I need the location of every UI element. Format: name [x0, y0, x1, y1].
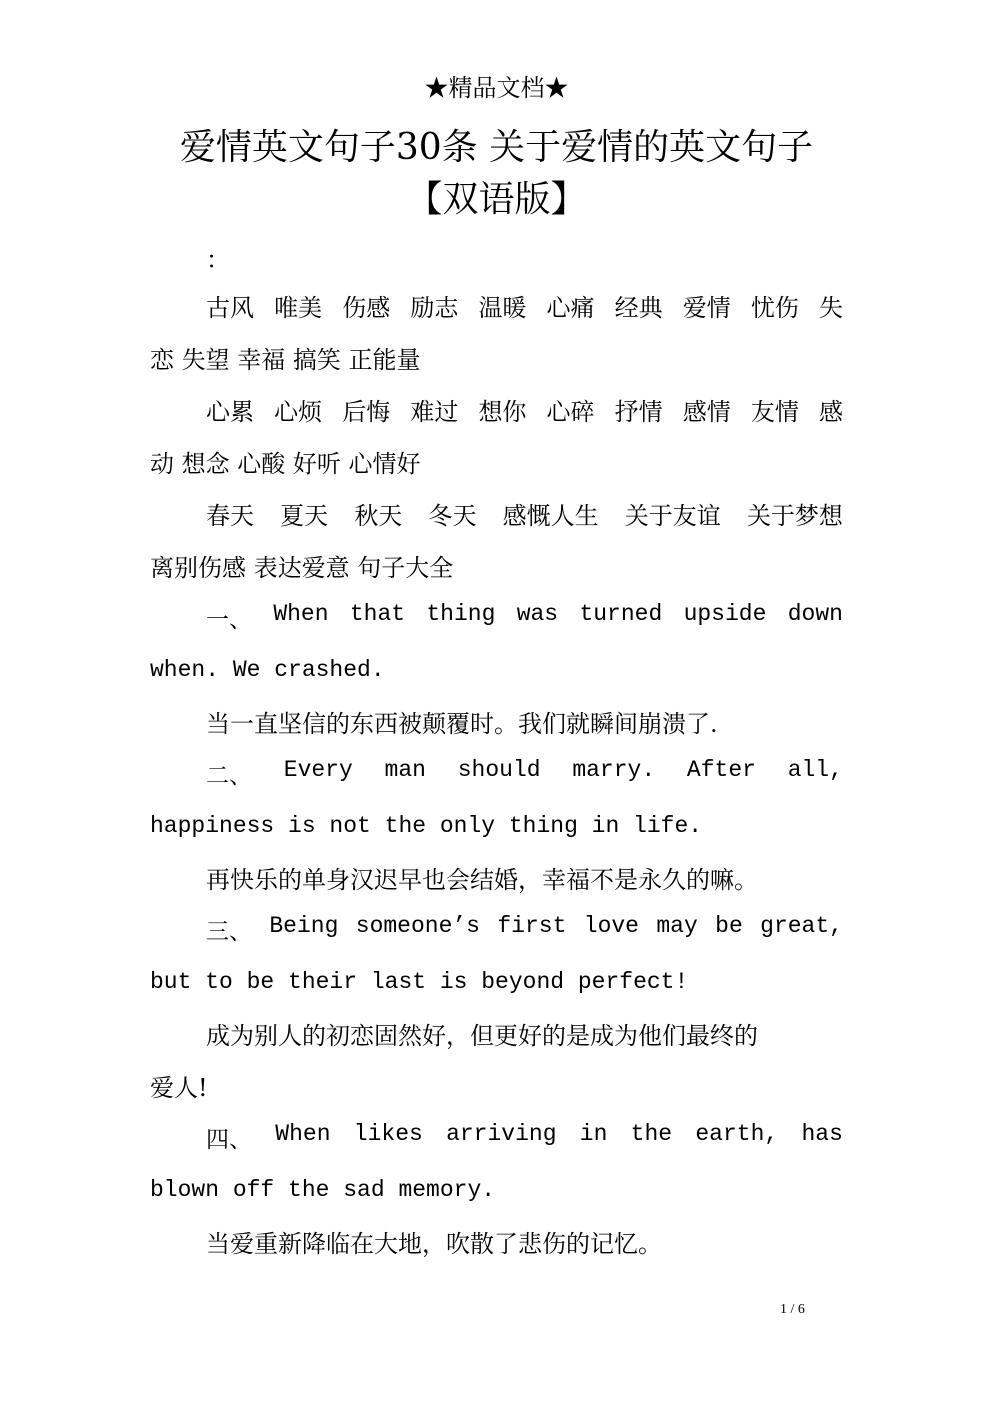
category-tag: 秋天 — [354, 502, 403, 530]
sentence-number: 一、 — [206, 608, 252, 634]
category-line: 动 想念 心酸 好听 心情好 — [150, 450, 421, 478]
word: earth, — [695, 1121, 779, 1147]
document-header: ★精品文档★ — [424, 74, 569, 102]
sentence-number: 三、 — [206, 920, 252, 946]
category-tag: 心累 — [206, 398, 254, 426]
category-tag: 夏天 — [280, 502, 329, 530]
word: marry. — [572, 757, 656, 783]
category-tag: 友情 — [750, 398, 799, 426]
category-tag: 春天 — [206, 502, 254, 530]
word: Every — [283, 757, 353, 783]
category-tag: 爱情 — [682, 294, 731, 322]
word: down — [787, 601, 843, 627]
word: all, — [787, 757, 843, 783]
intro-colon: ： — [206, 246, 230, 274]
sentence-en-line: happiness is not the only thing in life. — [150, 813, 703, 839]
title-line-2: 【双语版】 — [406, 179, 587, 220]
word: the — [630, 1121, 673, 1147]
category-tag: 关于友谊 — [624, 502, 721, 530]
category-tag: 失 — [818, 294, 843, 322]
word: has — [801, 1121, 843, 1147]
category-tag: 后悔 — [342, 398, 391, 426]
sentence-en-line: blown off the sad memory. — [150, 1177, 496, 1203]
sentence-zh: 成为别人的初恋固然好，但更好的是成为他们最终的 — [206, 1022, 758, 1050]
word: someone’s — [355, 913, 480, 939]
word: turned — [579, 601, 663, 627]
category-line — [150, 496, 843, 531]
word: be — [715, 913, 743, 939]
document-title — [150, 122, 843, 226]
category-tag: 感慨人生 — [502, 502, 599, 530]
word: After — [686, 757, 756, 783]
category-tag: 感 — [818, 398, 843, 426]
word: first — [497, 913, 567, 939]
word: When — [273, 601, 329, 627]
word: should — [457, 757, 541, 783]
word: man — [384, 757, 426, 783]
category-line — [150, 288, 843, 323]
category-tag: 温暖 — [478, 294, 527, 322]
category-tag: 心碎 — [546, 398, 595, 426]
category-line: 离别伤感 表达爱意 句子大全 — [150, 554, 454, 582]
sentence-zh: 当爱重新降临在大地，吹散了悲伤的记忆。 — [206, 1230, 662, 1258]
word: When — [275, 1121, 331, 1147]
category-line: 恋 失望 幸福 搞笑 正能量 — [150, 346, 421, 374]
sentence-en-line — [150, 1121, 843, 1154]
category-line — [150, 392, 843, 427]
sentence-en-line: when. We crashed. — [150, 657, 385, 683]
category-tag: 感情 — [682, 398, 731, 426]
title-line-1: 爱情英文句子30条 关于爱情的英文句子 — [179, 127, 814, 168]
word: that — [349, 601, 406, 627]
category-tag: 伤感 — [342, 294, 391, 322]
category-tag: 忧伤 — [750, 294, 799, 322]
word: arriving — [446, 1121, 557, 1147]
category-tag: 抒情 — [614, 398, 663, 426]
word: love — [583, 913, 639, 939]
category-tag: 古风 — [206, 294, 254, 322]
sentence-en-line: but to be their last is beyond perfect! — [150, 969, 689, 995]
sentence-zh: 当一直坚信的东西被颠覆时。我们就瞬间崩溃了. — [206, 710, 718, 738]
category-tag: 励志 — [410, 294, 459, 322]
sentence-zh: 爱人! — [150, 1074, 208, 1102]
sentence-number: 二、 — [206, 764, 252, 790]
category-tag: 想你 — [478, 398, 527, 426]
category-tag: 经典 — [614, 294, 663, 322]
word: great, — [760, 913, 843, 939]
sentence-zh: 再快乐的单身汉迟早也会结婚，幸福不是永久的嘛。 — [206, 866, 758, 894]
category-tag: 心烦 — [274, 398, 323, 426]
word: was — [516, 601, 559, 627]
category-tag: 关于梦想 — [746, 502, 843, 530]
sentence-en-line — [150, 757, 843, 790]
word: Being — [269, 913, 339, 939]
category-tag: 难过 — [410, 398, 459, 426]
category-tag: 心痛 — [546, 294, 595, 322]
word: likes — [353, 1121, 423, 1147]
sentence-number: 四、 — [206, 1128, 252, 1154]
sentence-en-line — [150, 913, 843, 946]
category-tag: 唯美 — [274, 294, 323, 322]
word: in — [579, 1121, 608, 1147]
category-tag: 冬天 — [428, 502, 477, 530]
word: thing — [426, 601, 496, 627]
page-number: 1 / 6 — [780, 1302, 805, 1317]
word: may — [656, 913, 698, 939]
sentence-en-line — [150, 601, 843, 634]
word: upside — [683, 601, 767, 627]
